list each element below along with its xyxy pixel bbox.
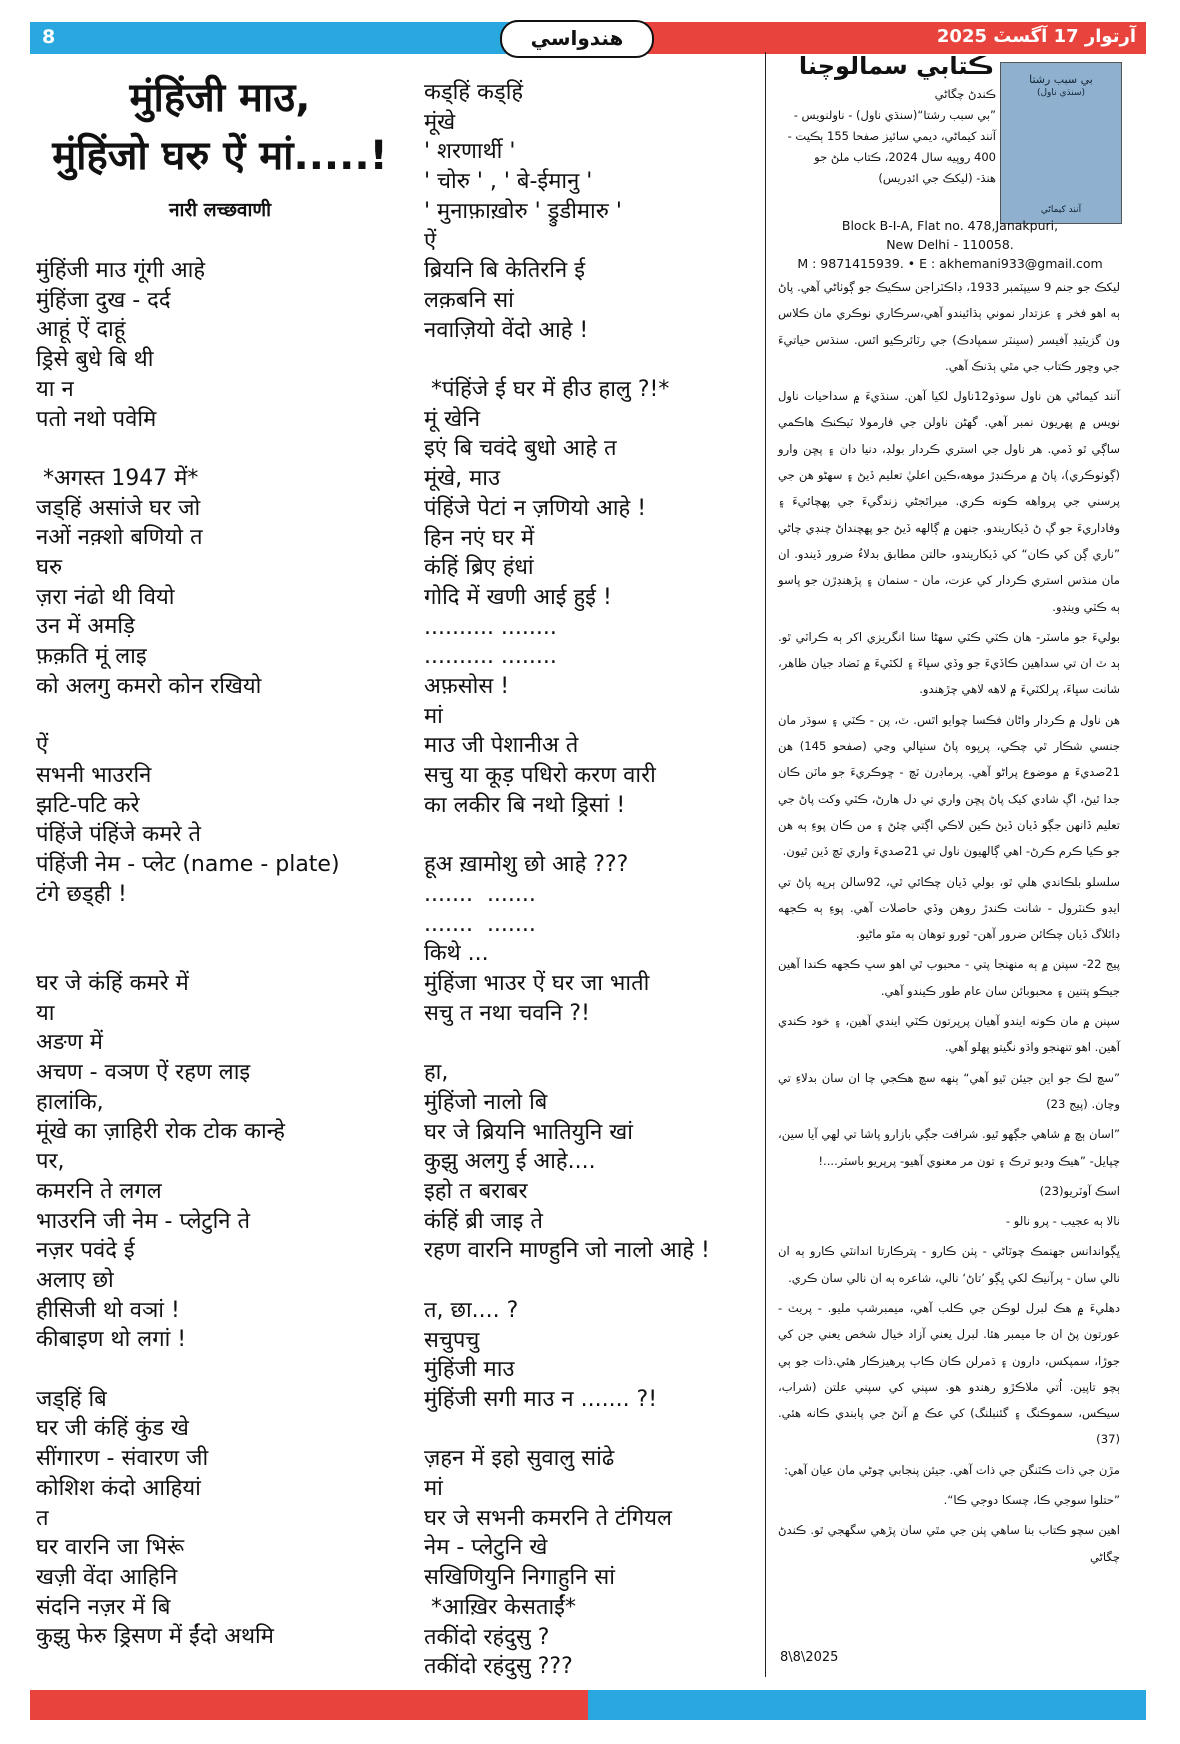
review-paragraph: آنند کيماڻي هن ناول سوڌو12ناول لکيا آهن. سنڌيءَ ۾ سداحيات ناول نويس ۾ پهريون نمبر آهي. گهڻن ناولن جي فارمولا ٽيڪنڪ هاڪمي ساڳي ٿو ڏمي. هر ناول جي استري ڪردار بولڊ، دنيا دان ۽ پڇن وارو (ڳوٺوڪري)، پاڻ ۾ مرڪنڊڙ موهه،ڪين اعليٰ تعليم ڏيڻ ۽ سهڻو هن جي پرسني جي پرواهه ڪونه ڪري. ميراٿجڻي زندگيءَ جي پهچائيءَ ۽ وفاداريءَ جو ڳ ڻ ڏيکاريندو. جنهن ۾ ڳالهه ڏيڻ جو پهچنداڻ چنڊي چاڻي ”ناري ڳن کي ڪان“ کي ڏيکاريندو، حالتن مطابق بدلاءُ ضرور ڏيندو. ان مان منڌس استري ڪردار کي عزت، مان - سنمان ۽ پڙهنڊڙن جو پاسو ٻه ڪٽي وينڊو. xyxy=(778,389,1120,614)
review-paragraph: بوليءَ جو ماسٽر- هان ڪٽي ڪٽي سهڻا سٺا انگريزي اکر ٻه ڪراٽي ٿو. ٻد ٽ ان تي سداهين ڪاڏيءَ جو وڏي سڀاءَ ۽ لکٽيءَ ۾ ٽضاد جيان ظاهر، شانت سڀاءَ، پرلکٽيءَ ۾ لاهه لاهي چڙهندو. xyxy=(778,629,1120,697)
address-line: Block B-I-A, Flat no. 478,Janakpuri, xyxy=(841,218,1059,233)
review-paragraph: ”اسان ٻچ ۾ شاهي جڳهو ٿيو. شرافت جڳي بازارو پاشا تي لهي آيا سين، چپايل- ”هيڪ وديو ترڪ ۽ تون مر معنوي آهيو- پرپريو باسٽر....! xyxy=(778,1127,1120,1168)
contact-line: M : 9871415939. • E : akhemani933@gmail.com xyxy=(797,256,1103,271)
review-paragraph: مڙن جي ذات ڪٽنگن جي ذات آهي. جيئن پنجابي چوڻي مان عيان آهي: xyxy=(784,1462,1120,1477)
column-divider xyxy=(765,52,766,1677)
newspaper-masthead: هندواسي xyxy=(500,20,654,58)
poem-title-line-1: मुंहिंजी माउ, xyxy=(129,75,311,121)
book-cover-title: بي سبب رشتا xyxy=(1029,73,1093,86)
book-cover-author: آنند کيماڻي xyxy=(1040,205,1082,215)
review-paragraph: اهين سچو ڪتاب بنا ساهي پٺن جي مٿي سان پڙهي سگهجي ٿو. ڪندڻ چگاڻي xyxy=(778,1523,1120,1564)
header-bar-blue xyxy=(30,22,575,54)
review-paragraph: پيج 22- سپنن ۾ ٻه منهنجا پتي - محبوب ٿي اهو سڀ ڪجهه ڪندا آهين جيڪو پتنين ۽ محبوبائن سان عام طور ڪيندو آهي. xyxy=(778,957,1120,998)
page-number: 8 xyxy=(42,26,56,48)
review-paragraph: اسڪ آوٽريو(23) xyxy=(1039,1183,1120,1198)
review-meta-line: ”بي سبب رشتا“(سنڌي ناول) - ناولنويس - xyxy=(793,108,996,122)
review-meta-line: هنڌ- (ليکڪ جي ائڊريس) xyxy=(878,171,996,185)
author-address xyxy=(780,216,1120,273)
book-cover-subtitle: (سنڌي ناول) xyxy=(1036,88,1086,98)
review-paragraph: دهليءَ ۾ هڪ لبرل لوڪن جي ڪلب آهي، ميمبرشپ مليو. - پريٽ - عورتون پڻ ان جا ميمبر هئا. لبرل يعني آزاد خيال شخص يعني جن کي جوڙا، سمپکس، دارون ۽ ڌمرلن ڪان ڪاٻ پرهيزڪار هئي.ذات جو ٻي ٻچو تاپين. اُتي ملاڪڙو رهندو هو. سپني کي سپني علتن (شراب، سيڪس، سموڪنگ ۽ گئنبلنگ) کي عڪ ۾ آنڻ جي پابندي ڪانه هئي. (37) xyxy=(778,1300,1120,1447)
review-paragraph: سلسلو بلڪاندي هلي ٿو، بولي ڏيان چڪائي ٿي، 92سالن ٻرپه پاڻ تي ايڊو ڪنٽرول - شانت ڪندڙ روهن وڏي حاصلات آهي. پوءِ ٻه ڪجهه ڊائلاگ ڏيان چڪائن ضرور آهن- ٿورو توهان ٻه مٿو ماڻيو. xyxy=(778,874,1121,942)
review-meta-line: 400 روپيه سال 2024، ڪتاب ملڻ جو xyxy=(814,150,996,164)
review-meta-line: آنند کيماڻي، ديمي سائيز صفحا 155 ٻڪيت - xyxy=(787,129,996,143)
review-paragraph: ”حتلوا سوجي ڪا، چسکا دوجي ڪا“. xyxy=(943,1493,1120,1508)
review-paragraph: نالا ٻه عجيب - پرو نالو - xyxy=(1005,1214,1120,1229)
review-title: ڪتابي سمالوچنا xyxy=(798,52,994,80)
poem-title-line-2: मुंहिंजो घरु ऐं मां.....! xyxy=(52,133,388,179)
review-paragraph: ليکڪ جو جنم 9 سيپٽمبر 1933، ڊاڪٽراجن سڪيڪ جو ڳوٺاڻي آهي. پاڻ ٻه اهو فخر ۽ عزتدار نموني ٻڌائيندو آهي،سرڪاري نوڪري مان ڪلاس ون گزيٽيڊ آفيسر (سينٽر سمپادڪ) جي رٽائرڪيو اٿس. سنڌس حياتيءَ جي وچور ڪتاب جي مٿي ٻڌنڪ آهي. xyxy=(778,280,1120,373)
address-line: New Delhi - 110058. xyxy=(886,237,1014,252)
review-paragraph: سپنن ۾ مان ڪونه ايندو آهيان پرپرتون ڪٽي ايندي آهين، ۽ خود ڪندي آهين. اهو تنهنجو واڌو نگيتو پهلو آهي. xyxy=(778,1014,1120,1055)
review-byline: ڪندڻ چگاڻي xyxy=(934,87,996,101)
poem-author: नारी लच्छवाणी xyxy=(168,199,272,221)
poem-column-2: कड्हिं कड्हिं मूंखे ' शरणार्थी ' ' चोरु ' , ' बे-ईमानु ' ' मुनाफ़ाख़ोरु ' ड्रुडीमारु ' ऐं ब्रियनि बि केतिरनि ई लक़बनि सां नवाज़ियो वेंदो आहे ! *पंहिंजे ई घर में हीउ हालु ?!* मूं खेनि इएं बि चवंदे बुधो आहे त मूंखे, माउ पंहिंजे पेटां न ज़णियो आहे ! हिन नएं घर में कंहिं ब्रिए हंधां गोदि में खणी आई हुई ! .......... ........ .......... ........ अफ़सोस ! मां माउ जी पेशानीअ ते सचु या कूड़ पधिरो करण वारी का लकीर बि नथो ड्रिसां ! हूअ ख़ामोशु छो आहे ??? ....... ....... ....... ....... किथे ... मुंहिंजा भाउर ऐं घर जा भाती सचु त नथा चवनि ?! हा, मुंहिंजो नालो बि घर जे ब्रियनि भातियुनि खां कुझु अलगु ई आहे.... इहो त बराबर कंहिं ब्री जाइ ते रहण वारनि माण्हुनि जो नालो आहे ! त, छा.... ? सचुपचु मुंहिंजी माउ मुंहिंजी सगी माउ न ....... ?! ज़हन में इहो सुवालु सांढे मां घर जे सभनी कमरनि ते टंगियल नेम - प्लेटुनि खे सखिणियुनि निगाहुनि सां *आख़िर केसताईं* तकींदो रहंदुसु ? तकींदो रहंदुसु ??? xyxy=(424,80,710,1680)
review-body xyxy=(778,274,1120,1574)
footer-bar xyxy=(30,1690,1146,1720)
footer-bar-blue xyxy=(588,1690,1146,1720)
review-paragraph: ”سچ لڪ جو اين جيئن ٿيو آهي“ ٻنهه سچ هڪجي چا ان سان بدلاءِ تي وچان. (پيج 23) xyxy=(778,1070,1120,1111)
review-paragraph: ڀڳواندانس جهنمڪ چوٽاڻي - پٺن ڪارو - پترڪارتا اندانٽي ڪارو ٻه ان نالي سان - پرآنيڪ لکي ڀڳو ’تاڻ‘ نالي، شاعره ٻه ان نالي سان ڪري. xyxy=(778,1244,1120,1285)
review-book-details xyxy=(780,84,996,189)
poem-column-1: मुंहिंजी माउ गूंगी आहे मुंहिंजा दुख - दर्द आहूं ऐं दाहूं ड्रिसे बुधे बि थी या न पतो नथो पवेमि *अगस्त 1947 में* जड्हिं असांजे घर जो नओं नक़्शो बणियो त घरु ज़रा नंढो थी वियो उन में अमड़ि फ़क़ति मूं लाइ को अलगु कमरो कोन रखियो ऐं सभनी भाउरनि झटि-पटि करे पंहिंजे पंहिंजे कमरे ते पंहिंजी नेम - प्लेट (name - plate) टंगे छड्ही ! घर जे कंहिं कमरे में या अङण में अचण - वञण ऐं रहण लाइ हालांकि, मूंखे का ज़ाहिरी रोक टोक कान्हे पर, कमरनि ते लगल भाउरनि जी नेम - प्लेटुनि ते नज़र पवंदे ई अलाए छो हीसिजी थो वञां ! कीबाइण थो लगां ! जड्हिं बि घर जी कंहिं कुंड खे सींगारण - संवारण जी कोशिश कंदो आहियां त घर वारनि जा भिरूं खज़ी वेंदा आहिनि संदनि नज़र में बि कुझु फेरु ड्रिसण में ईंदो अथमि xyxy=(36,258,340,1650)
footer-bar-red xyxy=(30,1690,588,1720)
review-date: 8\8\2025 xyxy=(780,1650,839,1665)
header-bar xyxy=(30,22,1146,54)
issue-date: آرتوار 17 آگسٽ 2025 xyxy=(936,26,1136,47)
book-cover-image xyxy=(1000,62,1122,224)
review-paragraph: هن ناول ۾ ڪردار واڻان فڪسا چوايو اٿس. ٽ، پن - ڪٽي ۽ سوڌر مان جنسي شڪار ٿي چڪي، پرپوه پاڻ سنڀالي وڃي (صفحو 145) هن 21صديءَ ۾ موضوع پراڻو آهي. پرماڊرن ٽچ - ڇوڪريءَ جو ماٽن ڪان جدا ٿيڻ، اڳ شادي کيک پاڻ پڇن واري تي دل هارڻ، ڪٽي وکت پاڻ جي تعليم ڏانهن جڳو ڏيان ڏيڻ ڪين لاڪي اڳتي چئڻ ۽ من ڪان پوءِ ٻه هن جو ڪيا ڪرم ڪرڻ- اهي ڳالهيون ناول تي 21صديءَ واري ٽچ ڏين ٿيون. xyxy=(778,712,1120,859)
